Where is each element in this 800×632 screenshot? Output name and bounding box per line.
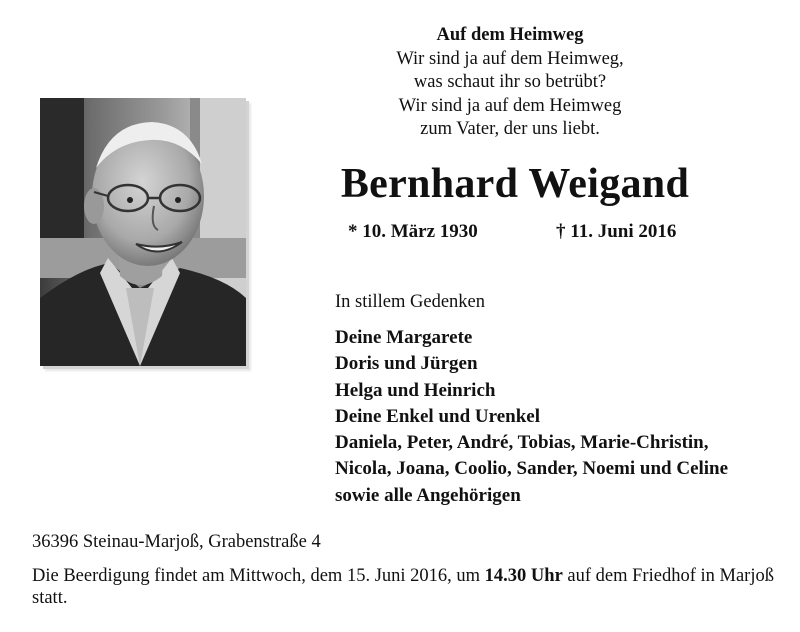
poem	[330, 24, 690, 142]
birth-date: * 10. März 1930	[348, 221, 478, 242]
list-item: Nicola, Joana, Coolio, Sander, Noemi und Celine	[335, 458, 729, 480]
mourners-list	[335, 325, 728, 509]
death-date: † 11. Juni 2016	[556, 221, 677, 242]
burial-time: 14.30 Uhr	[484, 566, 563, 586]
family-address: 36396 Steinau-Marjoß, Grabenstraße 4	[32, 532, 321, 552]
burial-notice	[32, 565, 777, 609]
poem-line: was schaut ihr so betrübt?	[413, 72, 607, 92]
burial-text: Die Beerdigung findet am Mittwoch, dem 15. Juni 2016, um	[32, 566, 485, 586]
list-item: sowie alle Angehörigen	[335, 484, 521, 506]
list-item: Helga und Heinrich	[335, 379, 496, 401]
poem-line: zum Vater, der uns liebt.	[420, 119, 600, 139]
list-item: Deine Enkel und Urenkel	[335, 405, 540, 427]
deceased-name: Bernhard Weigand	[340, 161, 690, 207]
poem-title: Auf dem Heimweg	[436, 25, 584, 45]
portrait-photo	[40, 98, 246, 366]
poem-line: Wir sind ja auf dem Heimweg	[398, 95, 622, 116]
burial-text: auf dem Friedhof in Marjoß statt.	[32, 566, 774, 608]
list-item: Daniela, Peter, André, Tobias, Marie-Christin,	[335, 432, 709, 454]
list-item: Doris und Jürgen	[335, 353, 478, 375]
mourners-intro: In stillem Gedenken	[335, 292, 486, 312]
list-item: Deine Margarete	[335, 327, 473, 348]
poem-line: Wir sind ja auf dem Heimweg,	[396, 48, 624, 69]
